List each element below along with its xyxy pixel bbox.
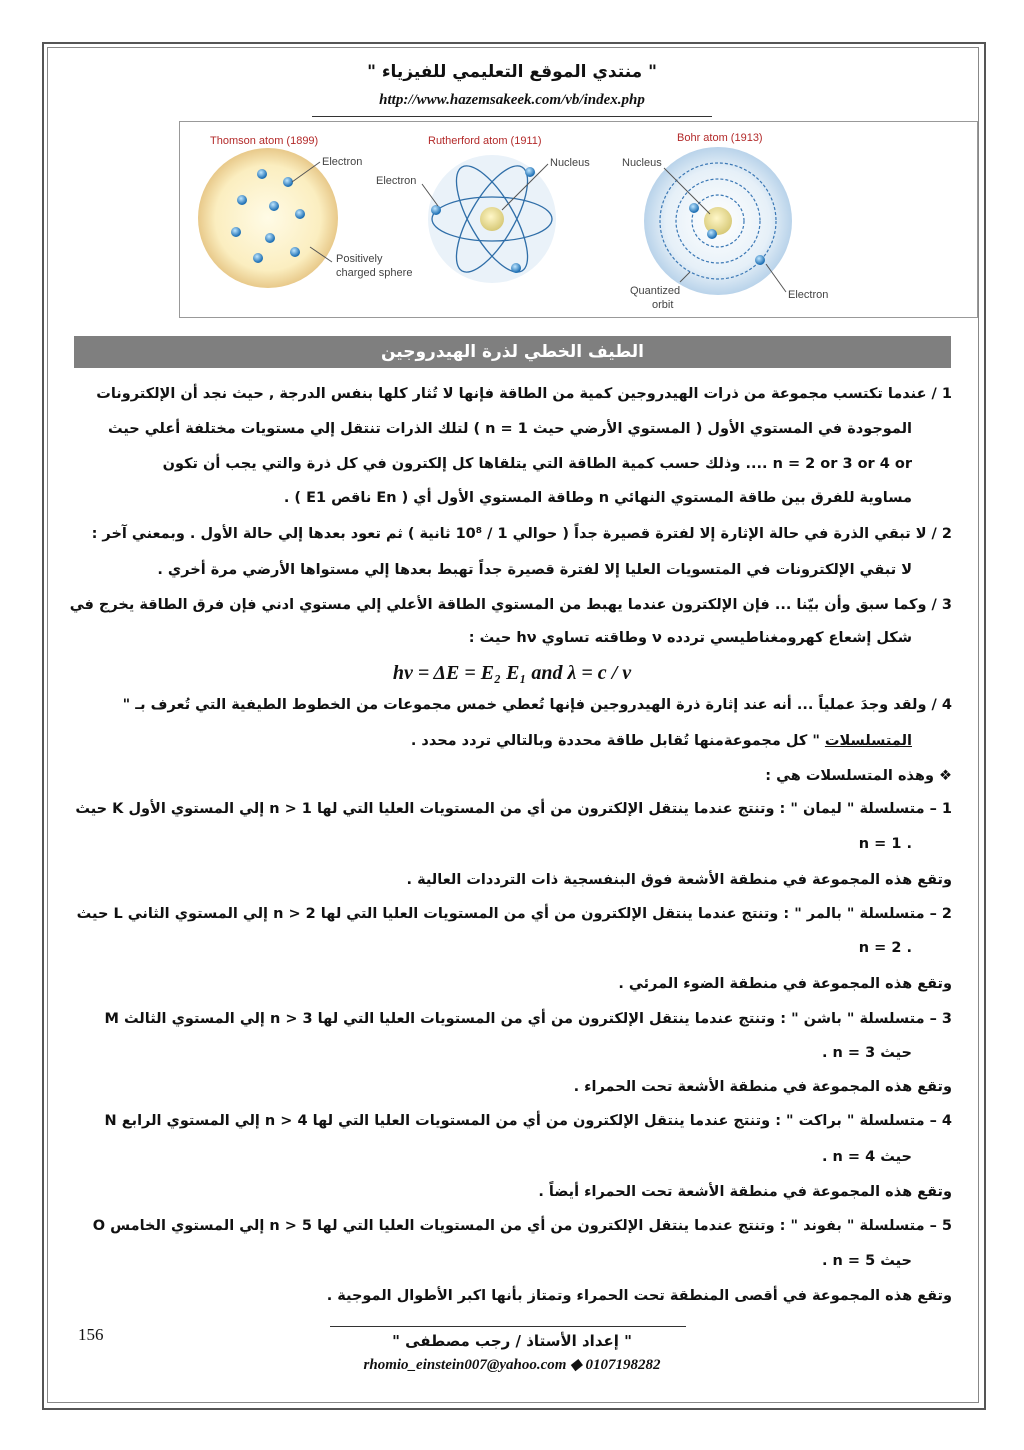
thomson-electron-label: Electron (322, 156, 363, 168)
paschen-condition: حيث n = 3 . (821, 1045, 912, 1061)
pfund-series-line: 5 – متسلسلة " بفوند " : وتنتج عندما ينتقل الإلكترون من أي من المستويات العليا التي لها n > 5 إلي المستوي الخامس O (92, 1218, 952, 1234)
header-divider (312, 116, 712, 117)
balmer-series-line: 2 – متسلسلة " بالمر " : وتنتج عندما ينتقل الإلكترون من أي من المستويات العليا التي لها n > 2 إلي المستوي الثاني L حيث (76, 906, 952, 922)
balmer-condition: . n = 2 (858, 940, 912, 956)
bohr-electron-label: Electron (788, 289, 829, 301)
paragraph-1-line-2: الموجودة في المستوي الأول ( المستوي الأرضي حيث n = 1 ) لتلك الذرات تنتقل إلي مستويات مختلفة أعلي حيث (107, 421, 912, 437)
paragraph-1-line-3: n = 2 or 3 or 4 or .... وذلك حسب كمية الطاقة التي يتلقاها كل إلكترون في كل ذرة والتي يجب أن تكون (162, 456, 912, 472)
paragraph-1-line-1: 1 / عندما تكتسب مجموعة من ذرات الهيدروجين كمية من الطاقة فإنها لا تُثار كلها بنفس الدرجة , حيث نجد أن الإلكترونات (96, 386, 952, 402)
thomson-sphere (198, 148, 338, 288)
thomson-sphere-label-1: Positively (336, 253, 383, 265)
series-term: المتسلسلات (824, 733, 912, 749)
brackett-region: وتقع هذه المجموعة في منطقة الأشعة تحت الحمراء أيضاً . (538, 1184, 952, 1200)
series-intro: ❖ وهذه المتسلسلات هي : (765, 768, 952, 784)
paragraph-2-line-1: 2 / لا تبقي الذرة في حالة الإثارة إلا لفترة قصيرة جداً ( حوالي 1 / 10⁸ ثانية ) ثم تعود بعدها إلي حالة الأول . وبمعني آخر : (91, 526, 952, 542)
rutherford-nucleus-label: Nucleus (550, 157, 590, 169)
thomson-title: Thomson atom (1899) (210, 135, 319, 147)
bohr-nucleus-label: Nucleus (622, 157, 662, 169)
thomson-sphere-label-2: charged sphere (336, 267, 413, 279)
section-title: الطيف الخطي لذرة الهيدروجين (74, 336, 951, 368)
paragraph-4-line-2 (411, 733, 912, 749)
footer-divider (330, 1326, 686, 1327)
paragraph-3-line-1: 3 / وكما سبق وأن بيّنا ... فإن الإلكترون عندما يهبط من المستوي الطاقة الأعلي إلي مستوي ادني فإن فرق الطاقة يخرج في (69, 597, 952, 613)
bohr-orbit-label-2: orbit (652, 299, 674, 311)
brackett-series-line: 4 – متسلسلة " براكت " : وتنتج عندما ينتقل الإلكترون من أي من المستويات العليا التي لها n > 4 إلي المستوي الرابع N (104, 1113, 952, 1129)
footer-contact[interactable]: rhomio_einstein007@yahoo.com ◆ 0107198282 (363, 1357, 661, 1373)
balmer-region: وتقع هذه المجموعة في منطقة الضوء المرئي . (618, 976, 952, 992)
bohr-orbit-label-1: Quantized (630, 285, 681, 297)
rutherford-electron-label: Electron (376, 175, 417, 187)
paschen-region: وتقع هذه المجموعة في منطقة الأشعة تحت الحمراء . (573, 1079, 952, 1095)
paragraph-4-line-1: 4 / ولقد وجدَ عملياً ... أنه عند إثارة ذرة الهيدروجين فإنها تُعطي خمس مجموعات من الخطوط الطيفية التي تُعرف بـ " (122, 697, 952, 713)
lyman-series-line: 1 – متسلسلة " ليمان " : وتنتج عندما ينتقل الإلكترون من أي من المستويات العليا التي لها n > 1 إلي المستوي الأول K حيث (75, 801, 952, 817)
header-title: " منتدي الموقع التعليمي للفيزياء " (367, 62, 657, 82)
rutherford-nucleus (480, 207, 504, 231)
page-number: 156 (78, 1325, 104, 1344)
lyman-condition: . n = 1 (858, 836, 912, 852)
footer-credit: " إعداد الأستاذ / رجب مصطفى " (392, 1332, 632, 1350)
atom-models-illustration (180, 122, 977, 317)
paragraph-4-line-2-rest: " كل مجموعةمنها تُقابل طاقة محددة وبالتالي تردد محدد . (410, 733, 825, 749)
header-url[interactable]: http://www.hazemsakeek.com/vb/index.php (379, 92, 645, 108)
paragraph-1-line-4: مساوية للفرق بين طاقة المستوي النهائي n وطاقة المستوي الأول أي ( En ناقص E1 ) . (283, 490, 912, 506)
paragraph-3-line-2: شكل إشعاع كهرومغناطيسي تردده ν وطاقته تساوي hν حيث : (468, 630, 912, 646)
pfund-condition: حيث n = 5 . (821, 1253, 912, 1269)
lyman-region: وتقع هذه المجموعة في منطقة الأشعة فوق البنفسجية ذات الترددات العالية . (406, 872, 952, 888)
energy-equation: hν = ΔE = E₂ E₁ and λ = c / ν (392, 662, 632, 684)
rutherford-title: Rutherford atom (1911) (428, 135, 542, 147)
bohr-title: Bohr atom (1913) (677, 132, 763, 144)
paragraph-2-line-2: لا تبقي الإلكترونات في المتسويات العليا إلا لفترة قصيرة جداً تهبط بعدها إلي مستواها الأرضي مرة أخري . (157, 562, 912, 578)
pfund-region: وتقع هذه المجموعة في أقصى المنطقة تحت الحمراء وتمتاز بأنها اكبر الأطوال الموجية . (326, 1288, 952, 1304)
paschen-series-line: 3 – متسلسلة " باشن " : وتنتج عندما ينتقل الإلكترون من أي من المستويات العليا التي لها n > 3 إلي المستوي الثالث M (104, 1011, 952, 1027)
brackett-condition: حيث n = 4 . (821, 1149, 912, 1165)
atom-models-figure (179, 121, 978, 318)
